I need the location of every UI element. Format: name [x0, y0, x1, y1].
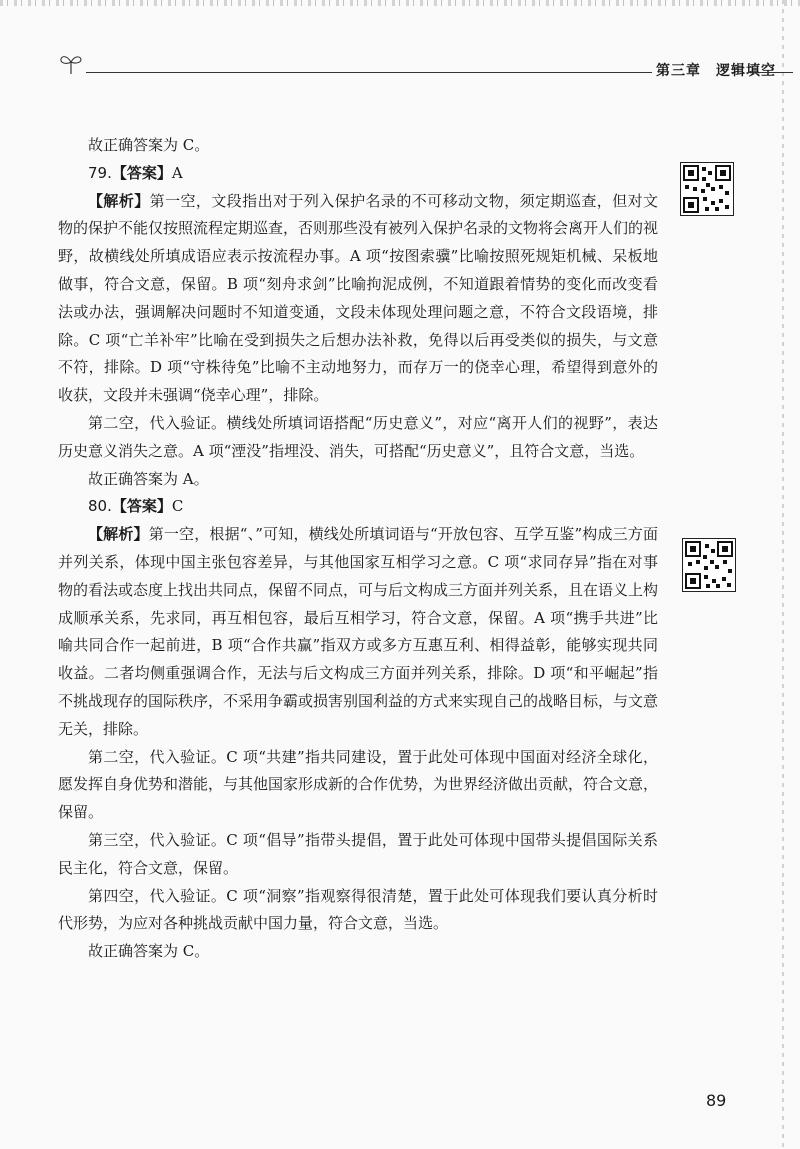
conclusion-line: 故正确答案为 C。 [88, 136, 210, 154]
q80-conclusion: 故正确答案为 C。 [88, 942, 210, 961]
q79-conclusion: 故正确答案为 A。 [88, 469, 209, 488]
page-header [58, 50, 793, 80]
q79-paragraph-2: 第二空，代入验证。横线处所填词语搭配“历史意义”，对应“离开人们的视野”，表达历史意义消失之意。A 项“湮没”指埋没、消失，可搭配“历史意义”，且符合文意，当选。 [58, 413, 658, 460]
question-number: 79. [88, 163, 112, 182]
q80-answer-line [58, 493, 658, 521]
answer-value: A [171, 163, 183, 182]
q80-paragraph-4: 第四空，代入验证。C 项“洞察”指观察得很清楚，置于此处可体现我们要认真分析时代形势，为应对各种挑战贡献中国力量，符合文意，当选。 [58, 886, 658, 933]
paragraph-text: 第一空，文段指出对于列入保护名录的不可移动文物，须定期巡查，但对文物的保护不能仅按照流程定期巡查，否则那些没有被列入保护名录的文物将会离开人们的视野，故横线处所填成语应表示按流程办事。A 项“按图索骥”比喻按照死规矩机械、呆板地做事，符合文意，保留。B 项“刻舟求剑”比喻拘泥成例，不知道跟着情势的变化而改变看法或办法，强调解决问题时不知道变通，文段未体现处理问题之意，不符合文段语境，排除。C 项“亡羊补牢”比喻在受到损失之后想办法补救，免得以后再受类似的损失，与文意不符，排除。D 项“守株待兔”比喻不主动地努力，而存万一的侥幸心理，希望得到意外的收获，文段并未强调“侥幸心理”，排除。 [58, 191, 659, 405]
scan-edge-noise [0, 0, 800, 6]
qr-code-icon[interactable] [680, 162, 734, 216]
page-number: 89 [706, 1091, 727, 1110]
analysis-tag: 【解析】 [88, 525, 149, 544]
answer-tag: 【答案】 [111, 497, 172, 516]
paragraph-text: 第一空，根据“、”可知，横线处所填词语与“开放包容、互学互鉴”构成三方面并列关系，体现中国主张包容差异，与其他国家互相学习之意。C 项“求同存异”指在对事物的看法或态度上找出共同点，保留不同点，可与后文构成三方面并列关系，且在语义上构成顺承关系，先求同，再互相包容，最后互相学习，符合文意，保留。A 项“携手共进”比喻共同合作一起前进，B 项“合作共赢”指双方或多方互惠互利、相得益彰，能够实现共同收益。二者均侧重强调合作，无法与后文构成三方面并列关系，排除。D 项“和平崛起”指不挑战现存的国际秩序，不采用争霸或损害别国利益的方式来实现自己的战略目标，与文意无关，排除。 [58, 525, 659, 738]
q80-paragraph-3: 第三空，代入验证。C 项“倡导”指带头提倡，置于此处可体现中国带头提倡国际关系民主化，符合文意，保留。 [58, 830, 658, 877]
sprout-icon [58, 50, 84, 80]
scan-right-edge [782, 0, 784, 1149]
analysis-tag: 【解析】 [88, 191, 150, 210]
answer-tag: 【答案】 [111, 163, 172, 182]
header-rule-right [748, 72, 793, 73]
q79-analysis-paragraph [58, 188, 658, 410]
qr-code-icon[interactable] [682, 538, 736, 592]
q80-paragraph-2: 第二空，代入验证。C 项“共建”指共同建设，置于此处可体现中国面对经济全球化，愿发挥自身优势和潜能，与其他国家形成新的合作优势，为世界经济做出贡献，符合文意，保留。 [58, 747, 659, 822]
question-number: 80. [88, 497, 112, 516]
q80-analysis-paragraph [58, 521, 658, 743]
answer-value: C [171, 497, 184, 516]
q79-answer-line [58, 160, 658, 188]
header-rule-left [86, 72, 652, 73]
chapter-title: 第三章 逻辑填空 [656, 63, 776, 79]
page-content [58, 132, 658, 966]
